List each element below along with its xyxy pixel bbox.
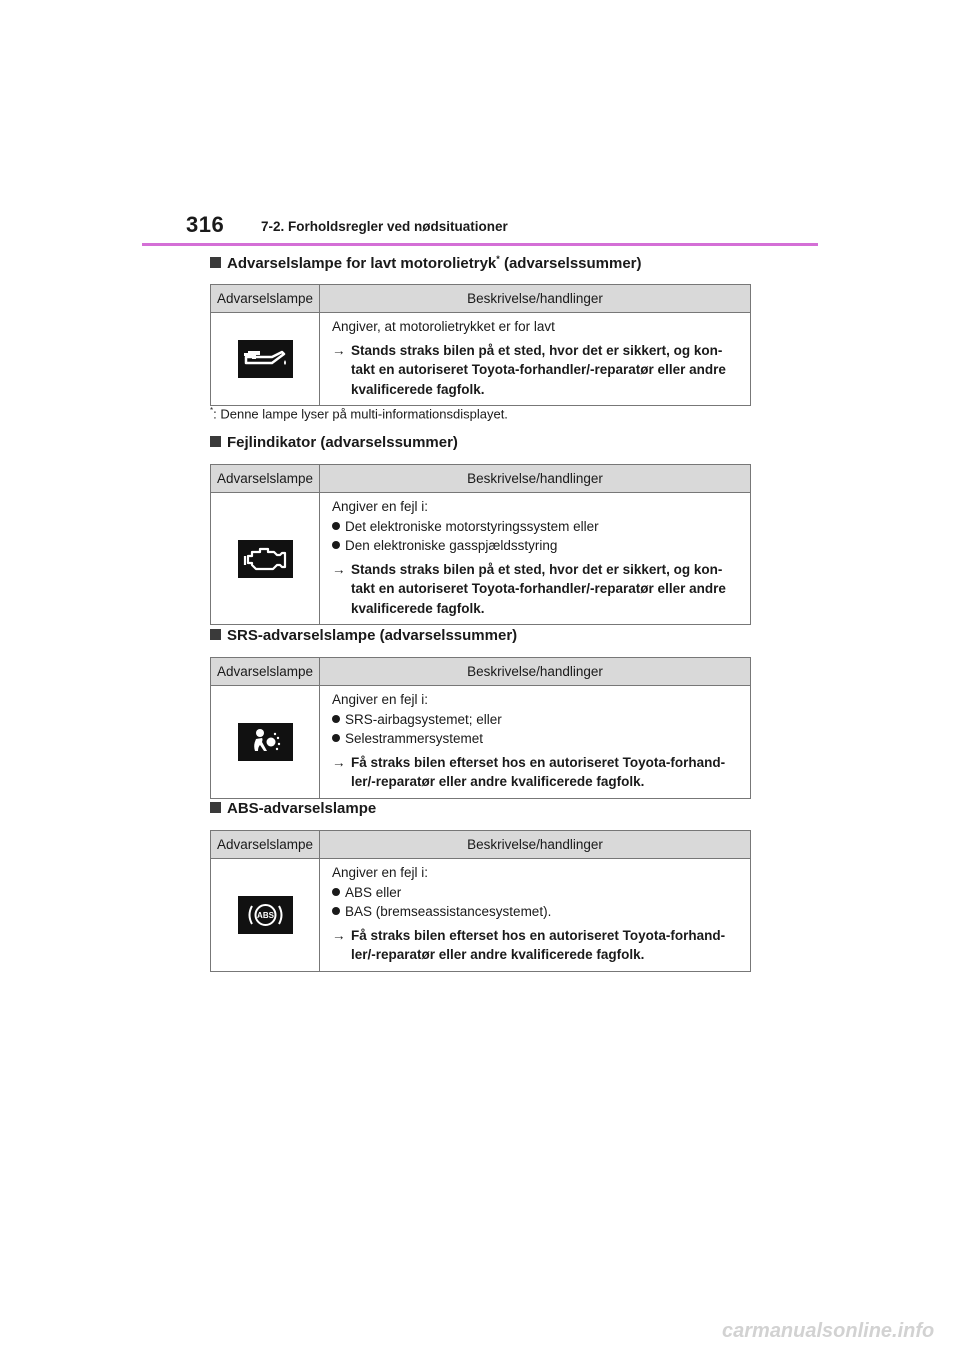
section-title: Advarselslampe for lavt motorolietryk: [227, 255, 497, 272]
bullet-dot-icon: [332, 907, 340, 915]
column-header-description: Beskrivelse/handlinger: [320, 831, 751, 859]
list-item-text: Det elektroniske motorstyringssystem eller: [345, 518, 599, 534]
list-item-text: SRS-airbagsystemet; eller: [345, 711, 502, 727]
list-item: [332, 517, 744, 537]
description-intro: Angiver en fejl i:: [332, 499, 429, 514]
column-header-description: Beskrivelse/handlinger: [320, 658, 751, 686]
warning-table-oil: [210, 284, 751, 406]
description-cell: [320, 686, 751, 799]
description-intro: Angiver, at motorolietrykket er for lavt: [332, 319, 555, 334]
footnote-marker: *: [496, 254, 500, 264]
section-title-suffix: (advarselssummer): [499, 255, 642, 272]
list-item: [332, 883, 744, 903]
list-item-text: ABS eller: [345, 884, 402, 900]
action-instruction: [332, 753, 744, 792]
check-engine-icon: [238, 540, 293, 578]
footnote: [210, 406, 508, 421]
action-instruction: [332, 341, 744, 400]
list-item-text: Den elektroniske gasspjældsstyring: [345, 538, 558, 553]
section-heading-abs: [210, 800, 376, 817]
lamp-cell: [211, 313, 320, 406]
lamp-cell: [211, 493, 320, 625]
action-instruction: [332, 560, 744, 619]
arrow-icon: →: [332, 927, 346, 943]
square-bullet-icon: [210, 257, 221, 268]
square-bullet-icon: [210, 629, 221, 640]
arrow-icon: →: [332, 754, 346, 770]
column-header-description: Beskrivelse/handlinger: [320, 285, 751, 313]
section-title: ABS-advarselslampe: [227, 800, 377, 817]
column-header-lamp: Advarselslampe: [211, 658, 320, 686]
footnote-mark: *: [210, 406, 214, 415]
list-item-text: Selestrammersystemet: [345, 731, 484, 746]
description-cell: [320, 859, 751, 972]
section-heading-oil: [210, 254, 642, 272]
action-text: Stands straks bilen på et sted, hvor det er sikkert, og kon-takt en autoriseret Toyota-forhandler/-reparatør eller andre kvalificerede fagfolk.: [351, 342, 726, 397]
square-bullet-icon: [210, 436, 221, 447]
oil-pressure-icon: [238, 340, 293, 378]
list-item: [332, 710, 744, 730]
lamp-cell: [211, 859, 320, 972]
action-text: Stands straks bilen på et sted, hvor det er sikkert, og kon-takt en autoriseret Toyota-forhandler/-reparatør eller andre kvalificerede fagfolk.: [351, 561, 726, 616]
column-header-lamp: Advarselslampe: [211, 831, 320, 859]
column-header-description: Beskrivelse/handlinger: [320, 465, 751, 493]
bullet-dot-icon: [332, 522, 340, 530]
section-title: Fejlindikator (advarselssummer): [227, 434, 458, 451]
footnote-text: : Denne lampe lyser på multi-informationsdisplayet.: [213, 406, 508, 422]
warning-table-engine: [210, 464, 751, 625]
page-number: 316: [186, 212, 225, 237]
bullet-dot-icon: [332, 715, 340, 723]
warning-table-abs: [210, 830, 751, 972]
watermark: carmanualsonline.info: [722, 1320, 935, 1342]
srs-airbag-icon: [238, 723, 293, 761]
section-title: SRS-advarselslampe (advarselssummer): [227, 627, 518, 644]
section-heading-srs: [210, 627, 517, 644]
description-intro: Angiver en fejl i:: [332, 692, 429, 707]
bullet-dot-icon: [332, 888, 340, 896]
description-cell: [320, 313, 751, 406]
column-header-lamp: Advarselslampe: [211, 465, 320, 493]
bullet-dot-icon: [332, 734, 340, 742]
svg-text:ABS: ABS: [256, 910, 274, 920]
header-rule: [142, 243, 818, 246]
description-intro: Angiver en fejl i:: [332, 865, 429, 880]
list-item-text: BAS (bremseassistancesystemet).: [345, 904, 552, 919]
column-header-lamp: Advarselslampe: [211, 285, 320, 313]
square-bullet-icon: [210, 802, 221, 813]
lamp-cell: [211, 686, 320, 799]
section-heading-engine: [210, 434, 458, 451]
bullet-dot-icon: [332, 541, 340, 549]
action-instruction: [332, 926, 744, 965]
arrow-icon: →: [332, 342, 346, 358]
action-text: Få straks bilen efterset hos en autoriseret Toyota-forhand-ler/-reparatør eller andre kvalificerede fagfolk.: [351, 754, 726, 789]
chapter-title: 7-2. Forholdsregler ved nødsituationer: [261, 219, 508, 234]
abs-icon: [238, 896, 293, 934]
warning-table-srs: [210, 657, 751, 799]
description-cell: [320, 493, 751, 625]
list-item: [332, 729, 744, 749]
action-text: Få straks bilen efterset hos en autoriseret Toyota-forhand-ler/-reparatør eller andre kvalificerede fagfolk.: [351, 927, 726, 962]
list-item: [332, 902, 744, 922]
list-item: [332, 536, 744, 556]
arrow-icon: →: [332, 561, 346, 577]
